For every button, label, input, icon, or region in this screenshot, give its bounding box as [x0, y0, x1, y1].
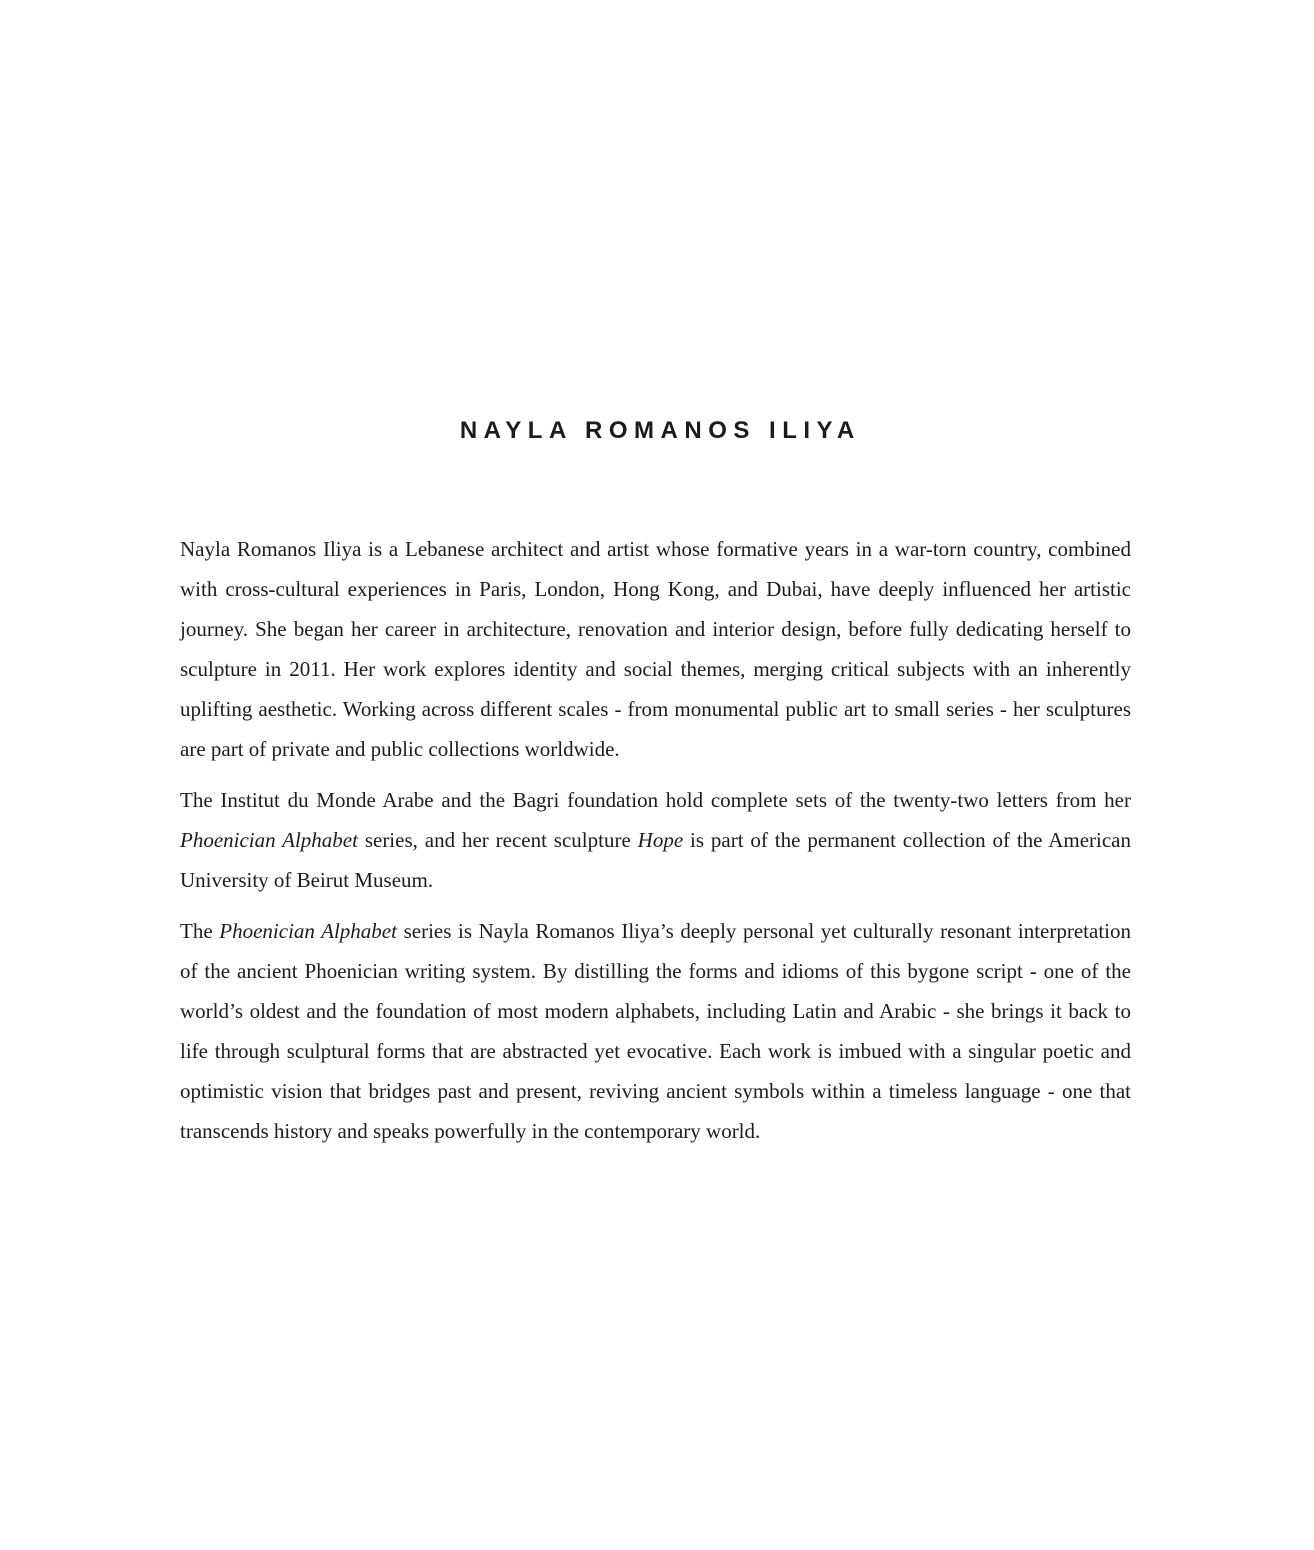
italic-text-segment: Hope: [637, 828, 684, 852]
paragraph: [180, 911, 1131, 1151]
text-segment: series, and her recent sculpture: [357, 828, 638, 852]
italic-text-segment: Phoenician Alphabet: [219, 919, 397, 943]
text-segment: Nayla Romanos Iliya is a Lebanese architect and artist whose formative years in a war-torn country, combined with cross-cultural experiences in Paris, London, Hong Kong, and Dubai, have deeply influenced her artistic journey. She began her career in architecture, renovation and interior design, before fully dedicating herself to sculpture in 2011. Her work explores identity and social themes, merging critical subjects with an inherently uplifting aesthetic. Working across different scales - from monumental public art to small series - her sculptures are part of private and public collections worldwide.: [180, 537, 1131, 761]
page-title: NAYLA ROMANOS ILIYA: [459, 417, 861, 444]
text-segment: The: [180, 919, 220, 943]
document-body: [180, 529, 1131, 1151]
text-segment: series is Nayla Romanos Iliya’s deeply personal yet culturally resonant interpretation of the ancient Phoenician writing system. By distilling the forms and idioms of this bygone script - one of the world’s oldest and the foundation of most modern alphabets, including Latin and Arabic - she brings it back to life through sculptural forms that are abstracted yet evocative. Each work is imbued with a singular poetic and optimistic vision that bridges past and present, reviving ancient symbols within a timeless language - one that transcends history and speaks powerfully in the contemporary world.: [180, 919, 1132, 1143]
text-segment: The Institut du Monde Arabe and the Bagri foundation hold complete sets of the twenty-two letters from her: [180, 788, 1131, 812]
paragraph: [180, 780, 1131, 900]
italic-text-segment: Phoenician Alphabet: [180, 828, 358, 852]
paragraph: [180, 529, 1131, 769]
text-segment: is part of the permanent collection of the American University of Beirut Museum.: [180, 828, 1132, 892]
